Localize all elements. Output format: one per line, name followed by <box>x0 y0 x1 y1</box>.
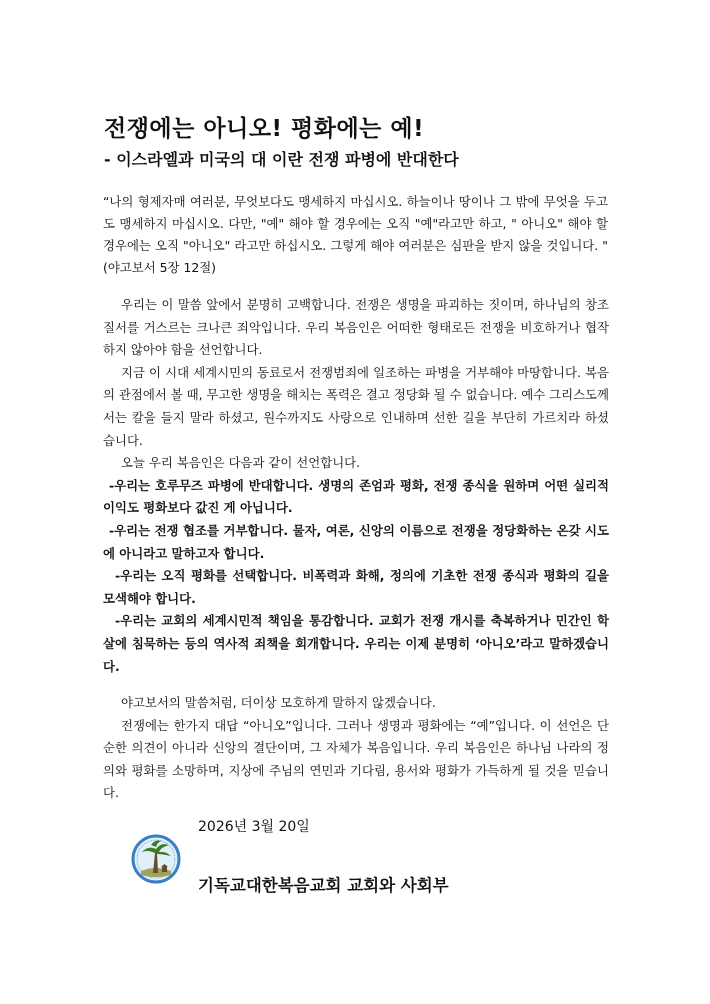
declaration-item: -우리는 전쟁 협조를 거부합니다. 물자, 여론, 신앙의 이름으로 전쟁을 정당화하는 온갖 시도에 아니라고 말하고자 합니다. <box>103 522 609 561</box>
spacer <box>103 678 609 692</box>
declaration-item: -우리는 오직 평화를 선택합니다. 비폭력과 화해, 정의에 기초한 전쟁 종식과 평화의 길을 모색해야 합니다. <box>103 568 609 606</box>
document-title: 전쟁에는 아니오! 평화에는 예! <box>104 116 425 142</box>
closing-paragraph: 전쟁에는 한가지 대답 “아니오”입니다. 그러나 생명과 평화에는 “예”입니다. 이 선언은 단순한 의견이 아니라 신앙의 결단이며, 그 자체가 복음입니다. 우리 복음인은 하나님 나라의 정의와 평화를 소망하며, 지상에 주님의 연민과 기다림, 용서와 평화가 가득하게 될 것을 믿습니다. <box>103 717 609 801</box>
statement-body <box>103 294 609 805</box>
scripture-quote: “나의 형제자매 여러분, 무엇보다도 맹세하지 마십시오. 하늘이나 땅이나 그 밖에 무엇을 두고도 맹세하지 마십시오. 다만, "예" 해야 할 경우에는 오직 "예"라고만 하고, " 아니오" 해야 할 경우에는 오직 "아니오" 라고만 하십시오. 그렇게 해야 여러분은 심판을 받지 않을 것입니다. " (야고보서 5장 12절) <box>103 194 608 275</box>
declaration-item: -우리는 호루무즈 파병에 반대합니다. 생명의 존엄과 평화, 전쟁 종식을 원하며 어떤 실리적 이익도 평화보다 값진 게 아닙니다. <box>103 477 609 516</box>
church-emblem-icon <box>131 831 181 887</box>
document-subtitle: - 이스라엘과 미국의 대 이란 전쟁 파병에 반대한다 <box>104 150 459 169</box>
organization-name: 기독교대한복음교회 교회와 사회부 <box>198 876 449 895</box>
paragraph: 우리는 이 말씀 앞에서 분명히 고백합니다. 전쟁은 생명을 파괴하는 짓이며, 하나님의 창조질서를 거스르는 크나큰 죄악입니다. 우리 복음인은 어떠한 형태로든 전쟁을 비호하거나 협작하지 않아야 함을 선언합니다. <box>103 297 609 358</box>
declaration-item: -우리는 교회의 세계시민적 책임을 통감합니다. 교회가 전쟁 개시를 축복하거나 민간인 학살에 침묵하는 등의 역사적 죄책을 회개합니다. 우리는 이제 분명히 ‘아니오’라고 말하겠습니다. <box>103 613 609 674</box>
paragraph: 오늘 우리 복음인은 다음과 같이 선언합니다. <box>121 455 361 471</box>
paragraph: 지금 이 시대 세계시민의 동료로서 전쟁범죄에 일조하는 파병을 거부해야 마땅합니다. 복음의 관점에서 볼 때, 무고한 생명을 해치는 폭력은 결고 정당화 될 수 없습니다. 예수 그리스도께서는 칼을 들지 말라 하셨고, 원수까지도 사랑으로 인내하며 선한 길을 부단히 가르치라 하셨습니다. <box>103 364 609 448</box>
closing-paragraph: 야고보서의 말씀처럼, 더이상 모호하게 말하지 않겠습니다. <box>121 695 436 711</box>
document-date: 2026년 3월 20일 <box>198 819 310 835</box>
